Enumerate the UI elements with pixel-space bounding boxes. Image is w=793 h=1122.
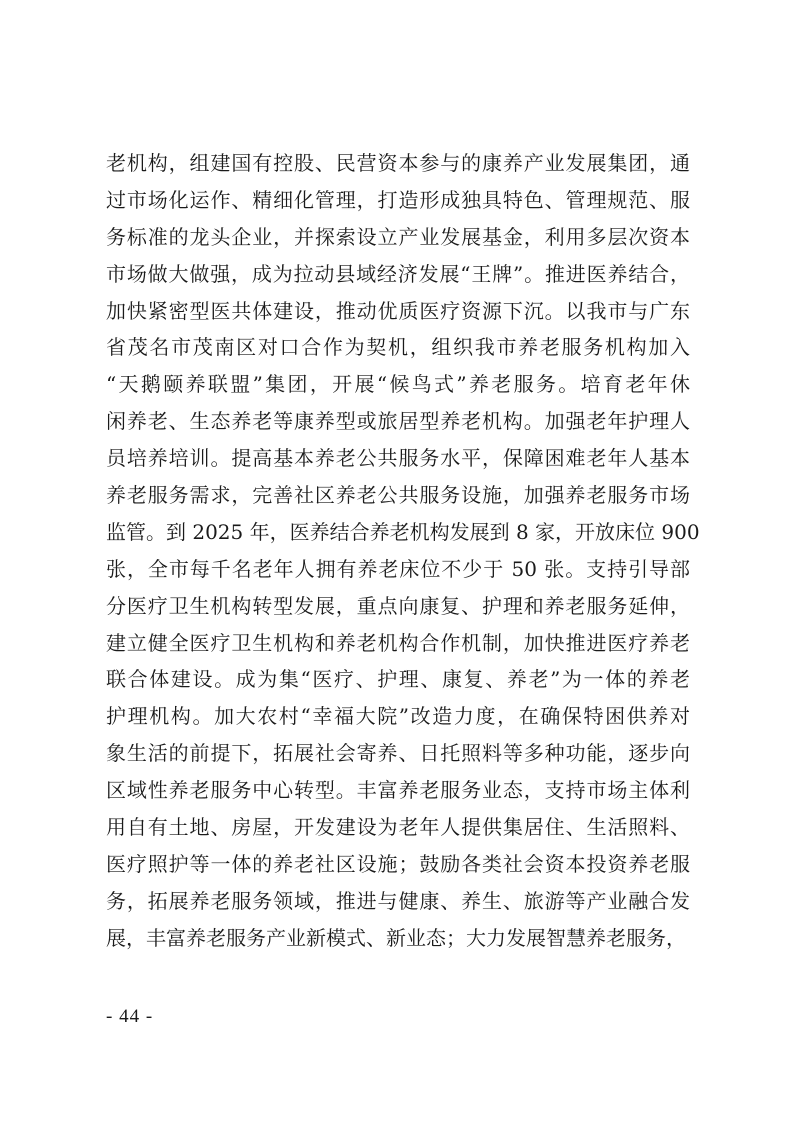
text-line: 联合体建设。成为集“医疗、护理、康复、养老”为一体的养老 [106, 667, 690, 692]
text-line: “天鹅颐养联盟”集团，开展“候鸟式”养老服务。培育老年休 [106, 372, 690, 397]
body-paragraph [106, 145, 700, 957]
text-line: 务，拓展养老服务领域，推进与健康、养生、旅游等产业融合发 [106, 888, 690, 913]
text-line: 建立健全医疗卫生机构和养老机构合作机制，加快推进医疗养老 [106, 630, 690, 655]
text-line: 展，丰富养老服务产业新模式、新业态；大力发展智慧养老服务， [106, 925, 686, 950]
text-line: 闲养老、生态养老等康养型或旅居型养老机构。加强老年护理人 [106, 409, 690, 434]
text-line: 加快紧密型医共体建设，推动优质医疗资源下沉。以我市与广东 [106, 298, 690, 323]
text-line: 分医疗卫生机构转型发展，重点向康复、护理和养老服务延伸， [106, 593, 690, 618]
text-line: 务标准的龙头企业，并探索设立产业发展基金，利用多层次资本 [106, 224, 690, 249]
text-line: 过市场化运作、精细化管理，打造形成独具特色、管理规范、服 [106, 187, 690, 212]
text-line: 老机构，组建国有控股、民营资本参与的康养产业发展集团，通 [106, 151, 690, 175]
text-line: 省茂名市茂南区对口合作为契机，组织我市养老服务机构加入 [106, 335, 690, 360]
page-number: - 44 - [106, 1006, 154, 1027]
text-line: 张，全市每千名老年人拥有养老床位不少于 50 张。支持引导部 [106, 556, 690, 581]
text-line: 市场做大做强，成为拉动县域经济发展“王牌”。推进医养结合， [106, 261, 690, 286]
text-line: 医疗照护等一体的养老社区设施；鼓励各类社会资本投资养老服 [106, 851, 690, 876]
text-line: 象生活的前提下，拓展社会寄养、日托照料等多种功能，逐步向 [106, 741, 690, 766]
text-line: 养老服务需求，完善社区养老公共服务设施，加强养老服务市场 [106, 483, 690, 508]
text-line: 区域性养老服务中心转型。丰富养老服务业态，支持市场主体利 [106, 778, 690, 803]
text-line: 用自有土地、房屋，开发建设为老年人提供集居住、生活照料、 [106, 815, 690, 840]
text-line: 监管。到 2025 年，医养结合养老机构发展到 8 家，开放床位 900 [106, 519, 700, 544]
text-line: 员培养培训。提高基本养老公共服务水平，保障困难老年人基本 [106, 446, 690, 471]
text-line: 护理机构。加大农村“幸福大院”改造力度，在确保特困供养对 [106, 704, 690, 729]
